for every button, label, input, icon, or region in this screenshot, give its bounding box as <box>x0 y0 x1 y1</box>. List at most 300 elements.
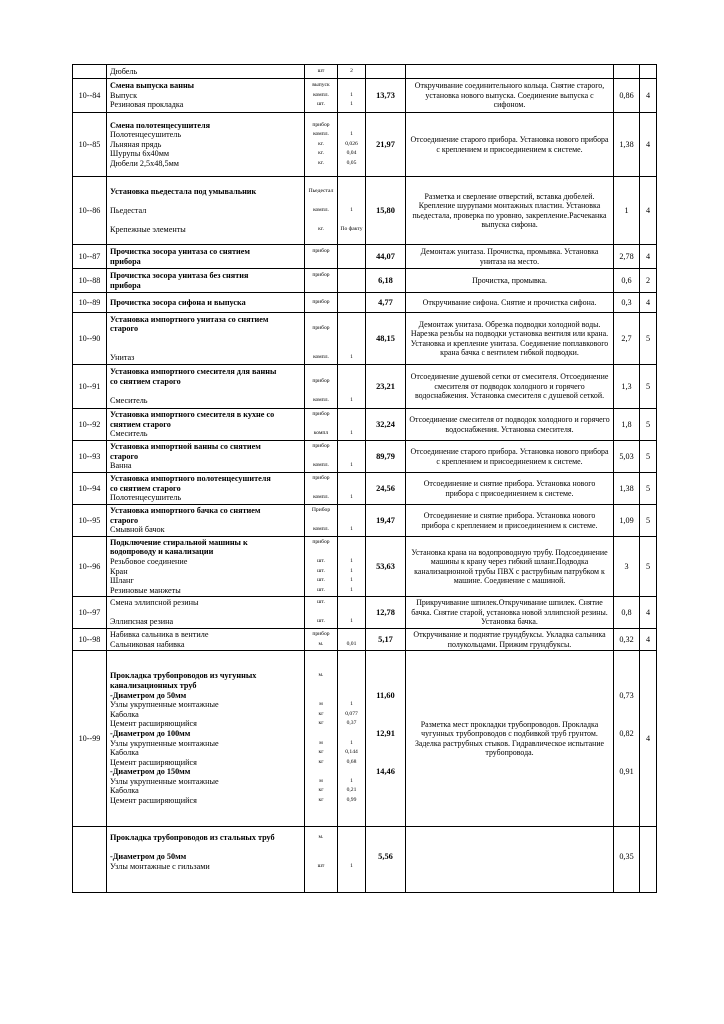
table-row <box>73 269 657 293</box>
item-price: 23,21 <box>366 365 406 409</box>
item-unit <box>305 79 338 113</box>
unit-label: компл. <box>313 91 329 98</box>
work-grade: 5 <box>640 441 657 473</box>
table-row <box>73 365 657 409</box>
work-title: Установка импортного полотенцесушителя <box>110 474 271 484</box>
work-description: Отсоединение старого прибора. Установка нового прибора с креплением и присоединением к системе. <box>406 113 614 177</box>
table-row <box>73 597 657 629</box>
unit-label: прибор <box>312 411 330 418</box>
diameter-label: -Диаметром до 50мм <box>110 852 187 862</box>
item-code: 10--94 <box>73 473 107 505</box>
labor-norm: 0,3 <box>614 293 640 313</box>
unit-label: кг. <box>318 140 324 147</box>
material-name: Набивка сальника в вентиле <box>110 629 209 639</box>
item-price <box>366 651 406 827</box>
labor-norm <box>614 651 640 827</box>
item-name <box>107 177 305 245</box>
material-name: Цемент расширяющийся <box>110 757 197 767</box>
group-price: 12,91 <box>376 728 395 738</box>
unit-label: шт. <box>317 101 325 108</box>
item-price <box>366 827 406 893</box>
item-unit <box>305 245 338 269</box>
unit-label: компл. <box>313 206 329 213</box>
qty-value: 1 <box>350 577 353 584</box>
item-code: 10--88 <box>73 269 107 293</box>
labor-norm: 0,6 <box>614 269 640 293</box>
item-name <box>107 537 305 597</box>
item-qty <box>338 597 366 629</box>
item-qty <box>338 113 366 177</box>
material-name: Смена эллипсной резины <box>110 598 199 608</box>
unit-label: Прибор <box>311 507 331 514</box>
table-row <box>73 65 657 79</box>
work-description: Отсоединение старого прибора. Установка нового прибора с креплением и присоединением к системе. <box>406 441 614 473</box>
unit-label: выпуск <box>312 82 330 89</box>
work-description: Прочистка, промывка. <box>406 269 614 293</box>
work-title: старого <box>110 324 139 334</box>
labor-norm: 1,38 <box>614 113 640 177</box>
unit-label: шт. <box>317 557 325 564</box>
work-description: Откручивание сифона. Снятие и прочистка сифона. <box>406 293 614 313</box>
work-grade: 4 <box>640 651 657 827</box>
material-name: Узлы монтажные с гильзами <box>110 861 210 871</box>
qty-value: 1 <box>350 131 353 138</box>
unit-label: кг <box>318 749 324 756</box>
table-row <box>73 245 657 269</box>
work-title: Установка импортной ванны со снятием <box>110 442 261 452</box>
item-code: 10--92 <box>73 409 107 441</box>
item-qty <box>338 409 366 441</box>
table-row <box>73 651 657 827</box>
qty-value: 0,04 <box>346 150 357 157</box>
item-name <box>107 113 305 177</box>
table-row <box>73 313 657 365</box>
material-name: Выпуск <box>110 90 138 100</box>
item-qty <box>338 441 366 473</box>
work-description: Откручивание и поднятие грундбуксы. Укладка сальника полукольцами. Прижим грундбуксы. <box>406 629 614 651</box>
item-name <box>107 313 305 365</box>
item-code: 10--99 <box>73 651 107 827</box>
work-description: Демонтаж унитаза. Прочистка, промывка. Установка унитаза на место. <box>406 245 614 269</box>
item-name <box>107 441 305 473</box>
item-price: 53,63 <box>366 537 406 597</box>
unit-label: шт <box>317 67 325 74</box>
item-qty <box>338 651 366 827</box>
unit-label: прибор <box>312 325 330 332</box>
item-price: 15,80 <box>366 177 406 245</box>
item-qty <box>338 505 366 537</box>
work-description <box>406 827 614 893</box>
labor-norm: 1 <box>614 177 640 245</box>
qty-value: 1 <box>350 862 353 869</box>
work-title: Установка импортного смесителя для ванны <box>110 367 277 377</box>
item-unit <box>305 473 338 505</box>
item-name <box>107 629 305 651</box>
item-unit <box>305 313 338 365</box>
item-code: 10--89 <box>73 293 107 313</box>
unit-label: кг <box>318 710 324 717</box>
item-price: 5,17 <box>366 629 406 651</box>
unit-label: прибор <box>312 121 330 128</box>
work-description: Отсоединение смесителя от подводок холодного и горячего водоснабжения. Установка смесителя. <box>406 409 614 441</box>
diameter-label: -Диаметром до 50мм <box>110 690 187 700</box>
qty-value: 1 <box>350 557 353 564</box>
item-price: 32,24 <box>366 409 406 441</box>
labor-norm: 0,32 <box>614 629 640 651</box>
item-qty <box>338 473 366 505</box>
qty-value: 1 <box>350 206 353 213</box>
material-name: Крепежные элементы <box>110 224 186 234</box>
unit-label: прибор <box>312 271 330 278</box>
qty-value: 1 <box>350 462 353 469</box>
qty-value: 0,21 <box>346 787 357 794</box>
item-price: 21,97 <box>366 113 406 177</box>
unit-label: шт. <box>317 577 325 584</box>
item-unit <box>305 629 338 651</box>
unit-label: компл. <box>313 462 329 469</box>
qty-value: 0,05 <box>346 159 357 166</box>
material-name: Дюбели 2,5х48,5мм <box>110 158 179 168</box>
material-name: Унитаз <box>110 352 135 362</box>
unit-label: м. <box>318 672 324 679</box>
qty-value: 0,99 <box>346 797 357 804</box>
item-name <box>107 827 305 893</box>
qty-value: 0,68 <box>346 758 357 765</box>
item-code <box>73 827 107 893</box>
item-price: 89,79 <box>366 441 406 473</box>
work-title: канализационных труб <box>110 680 197 690</box>
unit-label: прибор <box>312 538 330 545</box>
item-qty <box>338 245 366 269</box>
work-description: Разметка мест прокладки трубопроводов. Прокладка чугунных трубопроводов с подбивкой труб грунтом. Заделка раструбных стыков. Гидравлическое испытание трубопровода. <box>406 651 614 827</box>
material-name: Резиновая прокладка <box>110 100 184 110</box>
labor-norm: 2,7 <box>614 313 640 365</box>
work-grade <box>640 65 657 79</box>
qty-value: 1 <box>350 618 353 625</box>
work-title: Прочистка зосора сифона и выпуска <box>110 297 246 307</box>
item-name <box>107 505 305 537</box>
work-description: Установка крана на водопроводную трубу. Подсоединение машины к крану через гибкий шланг.Подводка канализационной трубы ПВХ с раструбным патрубком к машине. Соединение с машиной. <box>406 537 614 597</box>
work-title: Смена полотенцесушителя <box>110 120 211 130</box>
item-code: 10--96 <box>73 537 107 597</box>
item-name <box>107 245 305 269</box>
work-title: прибора <box>110 256 141 266</box>
work-title: Установка импортного смесителя в кухне со <box>110 410 275 420</box>
item-price: 48,15 <box>366 313 406 365</box>
item-name <box>107 365 305 409</box>
qty-value: 1 <box>350 494 353 501</box>
work-grade: 4 <box>640 629 657 651</box>
item-qty <box>338 269 366 293</box>
item-code: 10--85 <box>73 113 107 177</box>
material-name: Каболка <box>110 786 139 796</box>
work-title: со снятием старого <box>110 483 181 493</box>
material-name: Льняная прядь <box>110 139 162 149</box>
item-qty <box>338 177 366 245</box>
work-title: прибора <box>110 280 141 290</box>
table-body <box>73 65 657 893</box>
unit-label: шт. <box>317 599 325 606</box>
work-title: Установка импортного унитаза со снятием <box>110 314 269 324</box>
item-name <box>107 409 305 441</box>
item-name <box>107 597 305 629</box>
qty-value: 1 <box>350 91 353 98</box>
unit-label: компл. <box>313 526 329 533</box>
item-unit <box>305 293 338 313</box>
item-unit <box>305 827 338 893</box>
item-price: 24,56 <box>366 473 406 505</box>
qty-value: 1 <box>350 739 353 746</box>
qty-value: 1 <box>350 430 353 437</box>
material-name: Кран <box>110 566 128 576</box>
work-title: снятием старого <box>110 419 171 429</box>
qty-value: 1 <box>350 397 353 404</box>
item-code: 10--90 <box>73 313 107 365</box>
labor-norm: 3 <box>614 537 640 597</box>
material-name: Смеситель <box>110 396 148 406</box>
item-unit <box>305 269 338 293</box>
work-description <box>406 65 614 79</box>
work-grade: 5 <box>640 409 657 441</box>
work-grade: 5 <box>640 313 657 365</box>
qty-value: 1 <box>350 526 353 533</box>
item-code: 10--87 <box>73 245 107 269</box>
labor-norm: 1,09 <box>614 505 640 537</box>
item-code <box>73 65 107 79</box>
unit-label: м. <box>318 640 324 647</box>
item-price <box>366 65 406 79</box>
item-code: 10--86 <box>73 177 107 245</box>
item-unit <box>305 597 338 629</box>
material-name: Каболка <box>110 709 139 719</box>
item-price: 44,07 <box>366 245 406 269</box>
item-price: 4,77 <box>366 293 406 313</box>
diameter-label: -Диаметром до 150мм <box>110 767 191 777</box>
item-code: 10--98 <box>73 629 107 651</box>
unit-label: прибор <box>312 443 330 450</box>
work-title: старого <box>110 515 139 525</box>
work-grade: 5 <box>640 365 657 409</box>
table-row <box>73 293 657 313</box>
group-price: 14,46 <box>376 767 395 777</box>
item-qty <box>338 65 366 79</box>
table-row <box>73 79 657 113</box>
work-title: Смена выпуска ванны <box>110 81 195 91</box>
table-row <box>73 409 657 441</box>
work-title: Прокладка трубопроводов из чугунных <box>110 671 257 681</box>
item-code: 10--84 <box>73 79 107 113</box>
item-unit <box>305 537 338 597</box>
unit-label: прибор <box>312 475 330 482</box>
material-name: Смывной бачок <box>110 525 165 535</box>
unit-label: м. <box>318 834 324 840</box>
item-price: 12,78 <box>366 597 406 629</box>
work-title: водопроводу и канализации <box>110 547 214 557</box>
unit-label: шт. <box>317 618 325 625</box>
unit-label: кг <box>318 720 324 727</box>
unit-label: кг <box>318 787 324 794</box>
work-description: Отсоединение и снятие прибора. Установка нового прибора с присоединением к системе. <box>406 473 614 505</box>
labor-norm: 5,03 <box>614 441 640 473</box>
qty-value: По факту <box>340 225 363 232</box>
unit-label: кг <box>318 758 324 765</box>
item-qty <box>338 827 366 893</box>
item-name <box>107 473 305 505</box>
work-description: Разметка и сверление отверстий, вставка дюбелей. Крепление шурупами монтажных пластин. Установка пьедестала, проверка по уровню, закрепление.Расчеканка выпуска сифона. <box>406 177 614 245</box>
unit-label: Пьедестал <box>308 187 334 194</box>
item-code: 10--93 <box>73 441 107 473</box>
work-title: старого <box>110 451 139 461</box>
qty-value: 0,01 <box>346 640 357 647</box>
item-qty <box>338 79 366 113</box>
work-description: Откручивание соединительного кольца. Снятие старого, установка нового выпуска. Соединение выпуска с сифоном. <box>406 79 614 113</box>
group-price: 11,60 <box>376 690 395 700</box>
item-unit <box>305 409 338 441</box>
unit-label: прибор <box>312 630 330 637</box>
unit-label: прибор <box>312 247 330 254</box>
item-unit <box>305 441 338 473</box>
table-row <box>73 505 657 537</box>
work-grade: 4 <box>640 177 657 245</box>
work-grade <box>640 827 657 893</box>
item-qty <box>338 313 366 365</box>
item-unit <box>305 65 338 79</box>
table-row <box>73 473 657 505</box>
labor-norm <box>614 827 640 893</box>
item-qty <box>338 293 366 313</box>
table-row <box>73 441 657 473</box>
unit-label: компл. <box>313 494 329 501</box>
material-name: Шурупы 6х40мм <box>110 149 170 159</box>
unit-label: кг. <box>318 225 324 232</box>
qty-value: 1 <box>350 777 353 784</box>
work-grade: 2 <box>640 269 657 293</box>
material-name: Шланг <box>110 576 134 586</box>
labor-norm: 0,8 <box>614 597 640 629</box>
material-name: Пьедестал <box>110 205 147 215</box>
work-title: Прочистка зосора унитаза со снятием <box>110 246 250 256</box>
unit-label: м <box>319 701 323 708</box>
group-price: 5,56 <box>378 852 393 862</box>
table-row <box>73 113 657 177</box>
item-price: 19,47 <box>366 505 406 537</box>
table-row <box>73 537 657 597</box>
item-name <box>107 79 305 113</box>
group-norm: 0,73 <box>619 690 634 700</box>
work-grade: 4 <box>640 113 657 177</box>
material-name: Резьбовое соединение <box>110 556 188 566</box>
material-name: Ванна <box>110 461 132 471</box>
work-title: Установка пьедестала под умывальник <box>110 186 257 196</box>
labor-norm <box>614 65 640 79</box>
material-name: Резиновые манжеты <box>110 585 181 595</box>
unit-label: компл. <box>313 353 329 360</box>
qty-value: 2 <box>350 67 353 74</box>
labor-norm: 0,86 <box>614 79 640 113</box>
work-description: Отсоединение и снятие прибора. Установка нового прибора с креплением и присоединением к системе. <box>406 505 614 537</box>
work-grade: 4 <box>640 245 657 269</box>
unit-label: шт. <box>317 586 325 593</box>
work-title: Установка импортного бачка со снятием <box>110 506 261 516</box>
qty-value: 0,37 <box>346 720 357 727</box>
material-name: Каболка <box>110 748 139 758</box>
item-unit <box>305 177 338 245</box>
work-grade: 5 <box>640 537 657 597</box>
work-title: со снятием старого <box>110 376 181 386</box>
group-norm: 0,91 <box>619 767 634 777</box>
qty-value: 0,144 <box>345 749 358 756</box>
unit-label: компл. <box>313 131 329 138</box>
diameter-label: -Диаметром до 100мм <box>110 728 191 738</box>
item-unit <box>305 651 338 827</box>
unit-label: компл. <box>313 397 329 404</box>
qty-value: 1 <box>350 701 353 708</box>
work-title: Прокладка трубопроводов из стальных труб <box>110 833 275 842</box>
work-grade: 4 <box>640 597 657 629</box>
unit-label: кг. <box>318 150 324 157</box>
item-code: 10--91 <box>73 365 107 409</box>
material-name: Эллипсная резина <box>110 617 174 627</box>
unit-label: кг. <box>318 159 324 166</box>
labor-norm: 1,8 <box>614 409 640 441</box>
item-qty <box>338 365 366 409</box>
table-row <box>73 827 657 893</box>
qty-value: 1 <box>350 586 353 593</box>
labor-norm: 2,78 <box>614 245 640 269</box>
item-code: 10--97 <box>73 597 107 629</box>
qty-value: 0,077 <box>345 710 358 717</box>
material-name: Цемент расширяющийся <box>110 719 197 729</box>
material-name: Полотенцесушитель <box>110 130 182 140</box>
material-name: Полотенцесушитель <box>110 493 182 503</box>
work-grade: 4 <box>640 293 657 313</box>
item-price: 13,73 <box>366 79 406 113</box>
group-norm: 0,82 <box>619 728 634 738</box>
qty-value: 1 <box>350 353 353 360</box>
item-unit <box>305 365 338 409</box>
work-grade: 4 <box>640 79 657 113</box>
work-description: Демонтаж унитаза. Обрезка подводки холодной воды. Нарезка резьбы на подводки установка вентиля или крана. Установка и крепление унитаза. Соединение поплавкового крана бачка с вентилем гибкой подводки. <box>406 313 614 365</box>
material-name: Сальниковая набивка <box>110 639 185 649</box>
item-qty <box>338 629 366 651</box>
material-name: Узлы укрупненные монтажные <box>110 776 219 786</box>
group-norm: 0,35 <box>619 852 634 862</box>
item-unit <box>305 113 338 177</box>
qty-value: 0,026 <box>345 140 358 147</box>
work-description: Прикручивание шпилек.Откручивание шпилек. Снятие бачка. Снятие старой, установка новой эллипсной резины. Установка бачка. <box>406 597 614 629</box>
work-title: Прочистка зосора унитаза без снятия <box>110 270 249 280</box>
unit-label: шт. <box>317 567 325 574</box>
work-grade: 5 <box>640 505 657 537</box>
unit-label: прибор <box>312 298 330 305</box>
unit-label: м <box>319 777 323 784</box>
work-title: Подключение стиральной машины к <box>110 537 248 547</box>
qty-value: 1 <box>350 567 353 574</box>
item-name <box>107 269 305 293</box>
unit-label: шт <box>317 862 325 869</box>
unit-label: м <box>319 739 323 746</box>
item-price: 6,18 <box>366 269 406 293</box>
table-row <box>73 629 657 651</box>
price-table <box>72 64 657 893</box>
unit-label: кг <box>318 797 324 804</box>
item-code: 10--95 <box>73 505 107 537</box>
material-name: Смеситель <box>110 429 148 439</box>
qty-value: 1 <box>350 101 353 108</box>
work-grade: 5 <box>640 473 657 505</box>
item-name <box>107 651 305 827</box>
item-name <box>107 65 305 79</box>
